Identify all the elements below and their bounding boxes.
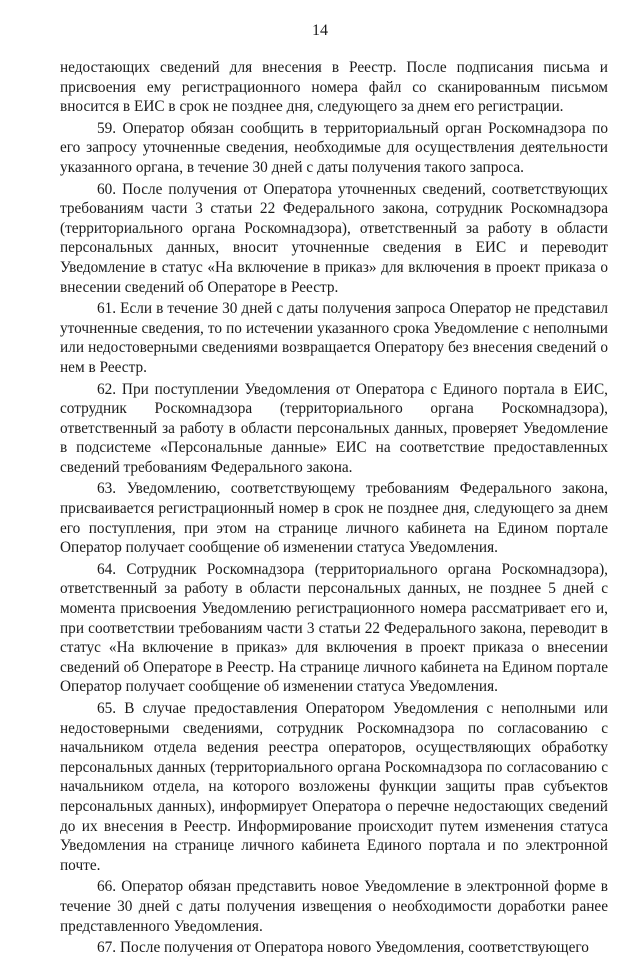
paragraph-60: 60. После получения от Оператора уточненных сведений, соответствующих требованиям части 3 статьи 22 Федерального закона, сотрудник Роскомнадзора (территориального органа Роскомнадзора), ответственный за работу в области персональных данных, вносит уточненные сведения в ЕИС и переводит Уведомление в статус «На включение в приказ» для включения в проект приказа о внесении сведений об Операторе в Реестр. — [60, 180, 608, 296]
paragraph-continued: недостающих сведений для внесения в Реестр. После подписания письма и присвоения ему регистрационного номера файл со сканированным письмом вносится в ЕИС в срок не позднее дня, следующего за днем его регистрации. — [60, 59, 608, 116]
paragraph-62: 62. При поступлении Уведомления от Оператора с Единого портала в ЕИС, сотрудник Роскомнадзора (территориального органа Роскомнадзора), ответственный за работу в области персональных данных, проверяет Уведомление в подсистеме «Персональные данные» ЕИС на соответствие предоставленных сведений требованиям Федерального закона. — [60, 380, 608, 476]
paragraph-66: 66. Оператор обязан представить новое Уведомление в электронной форме в течение 30 дней с даты получения извещения о необходимости доработки ранее представленного Уведомления. — [60, 878, 608, 935]
paragraph-61: 61. Если в течение 30 дней с даты получения запроса Оператор не представил уточненные сведения, то по истечении указанного срока Уведомление с неполными или недостоверными сведениями возвращается Оператору без внесения сведений о нем в Реестр. — [60, 300, 608, 376]
paragraph-59: 59. Оператор обязан сообщить в территориальный орган Роскомнадзора по его запросу уточненные сведения, необходимые для осуществления деятельности указанного органа, в течение 30 дней с даты получения такого запроса. — [60, 119, 608, 176]
paragraph-67: 67. После получения от Оператора нового Уведомления, соответствующего — [97, 939, 589, 957]
paragraph-64: 64. Сотрудник Роскомнадзора (территориального органа Роскомнадзора), ответственный за работу в области персональных данных, не позднее 5 дней с момента присвоения Уведомлению регистрационного номера рассматривает его и, при соответствии требованиям части 3 статьи 22 Федерального закона, переводит в статус «На включение в приказ» для включения в проект приказа о внесении сведений об Операторе в Реестр. На странице личного кабинета на Едином портале Оператор получает сообщение об изменении статуса Уведомления. — [60, 560, 608, 696]
paragraph-65: 65. В случае предоставления Оператором Уведомления с неполными или недостоверными сведениями, сотрудник Роскомнадзора по согласованию с начальником отдела ведения реестра операторов, осуществляющих обработку персональных данных (территориального органа Роскомнадзора по согласованию с начальником отдела, на которого возложены функции защиты прав субъектов персональных данных), информирует Оператора о перечне недостающих сведений до их внесения в Реестр. Информирование происходит путем изменения статуса Уведомления на странице личного кабинета Единого портала и по электронной почте. — [60, 700, 608, 874]
paragraph-63: 63. Уведомлению, соответствующему требованиям Федерального закона, присваивается регистрационный номер в срок не позднее дня, следующего за днем его поступления, при этом на странице личного кабинета на Едином портале Оператор получает сообщение об изменении статуса Уведомления. — [60, 480, 608, 557]
page-number: 14 — [312, 22, 328, 39]
document-body — [60, 58, 608, 960]
